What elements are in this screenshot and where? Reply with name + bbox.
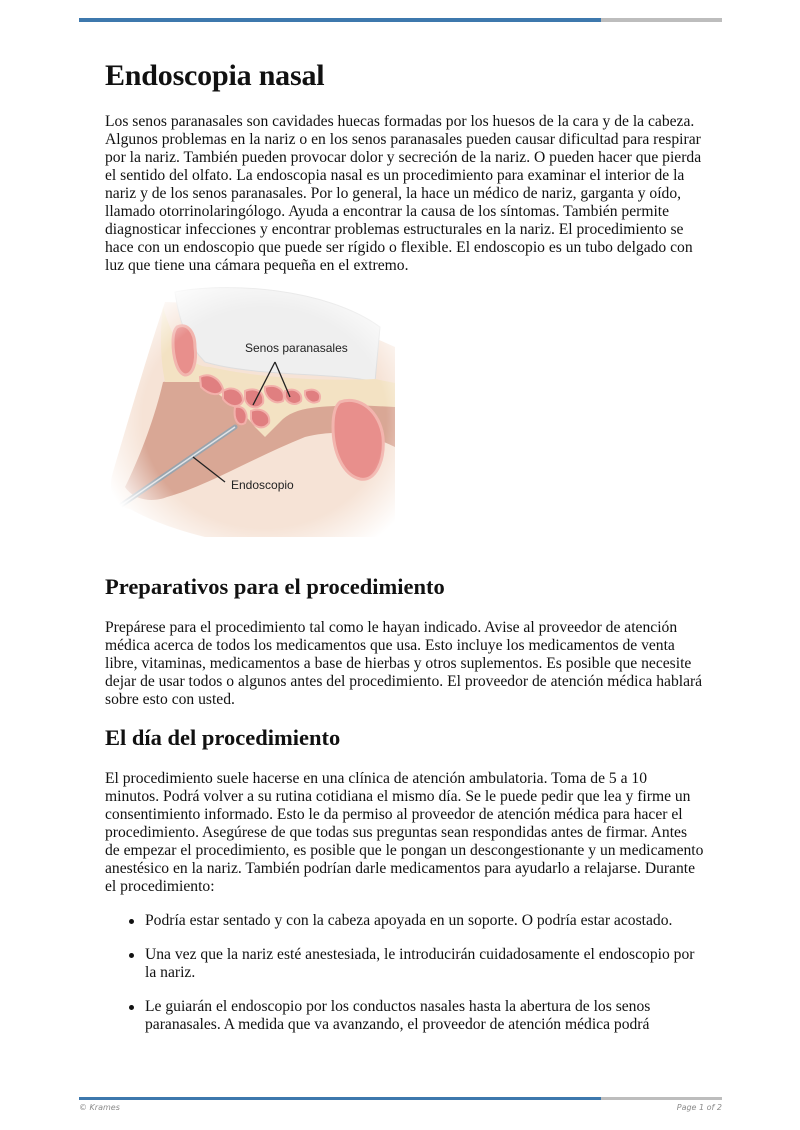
footer-rule-accent [79,1097,601,1100]
sinus-anatomy-figure [105,287,395,549]
bullet-icon [129,953,134,958]
copyright-text: © Krames [79,1103,120,1112]
procedure-steps-list [105,912,705,1034]
bullet-icon [129,1005,134,1010]
footer-rule-secondary [601,1097,722,1100]
intro-paragraph: Los senos paranasales son cavidades huecas formadas por los huesos de la cara y de la cabeza. Algunos problemas en la nariz o en los senos paranasales pueden causar dificultad para respirar por la nariz. También pueden provocar dolor y secreción de la nariz. O pueden hacer que pierda el sentido del olfato. La endoscopia nasal es un procedimiento para examinar el interior de la nariz y de los senos paranasales. Por lo general, la hace un médico de nariz, garganta y oído, llamado otorrinolaringólogo. Ayuda a encontrar la causa de los síntomas. También permite diagnosticar infecciones y encontrar problemas estructurales en la nariz. El procedimiento se hace con un endoscopio que puede ser rígido o flexible. El endoscopio es un tubo delgado con luz que tiene una cámara pequeña en el extremo. [105,113,702,274]
list-item-text: Una vez que la nariz esté anestesiada, le introducirán cuidadosamente el endoscopio por la nariz. [145,946,695,981]
page-footer [79,1103,722,1112]
vignette [105,287,395,549]
header-rule-accent [79,18,601,22]
procedure-day-paragraph: El procedimiento suele hacerse en una clínica de atención ambulatoria. Toma de 5 a 10 minutos. Podrá volver a su rutina cotidiana el mismo día. Se le puede pedir que lea y firme un consentimiento informado. Esto le da permiso al proveedor de atención médica para hacer el procedimiento. Asegúrese de que todas sus preguntas sean respondidas antes de firmar. Antes de empezar el procedimiento, es posible que le pongan un descongestionante y un medicamento anestésico en la nariz. También podrían darle medicamentos para ayudarlo a relajarse. Durante el procedimiento: [105,770,704,895]
header-rule-secondary [601,18,722,22]
document-body [105,56,705,1050]
page-number: Page 1 of 2 [676,1103,722,1112]
list-item [145,912,705,930]
footer-rule [79,1097,722,1100]
header-rule [79,18,722,22]
bullet-icon [129,919,134,924]
label-sinuses: Senos paranasales [245,341,348,355]
list-item [145,998,705,1034]
section-heading-preparation: Preparativos para el procedimiento [105,574,445,599]
sinus-illustration [105,287,395,549]
label-endoscope: Endoscopio [231,478,294,492]
list-item-text: Podría estar sentado y con la cabeza apoyada en un soporte. O podría estar acostado. [145,912,673,929]
list-item-text: Le guiarán el endoscopio por los conductos nasales hasta la abertura de los senos paranasales. A medida que va avanzando, el proveedor de atención médica podrá [145,998,651,1033]
preparation-paragraph: Prepárese para el procedimiento tal como le hayan indicado. Avise al proveedor de atención médica acerca de todos los medicamentos que usa. Esto incluye los medicamentos de venta libre, vitaminas, medicamentos a base de hierbas y otros suplementos. Es posible que necesite dejar de usar todos o algunos antes del procedimiento. El proveedor de atención médica hablará sobre esto con usted. [105,619,703,708]
list-item [145,946,705,982]
section-heading-procedure-day: El día del procedimiento [105,725,341,750]
page-title: Endoscopia nasal [105,59,325,92]
